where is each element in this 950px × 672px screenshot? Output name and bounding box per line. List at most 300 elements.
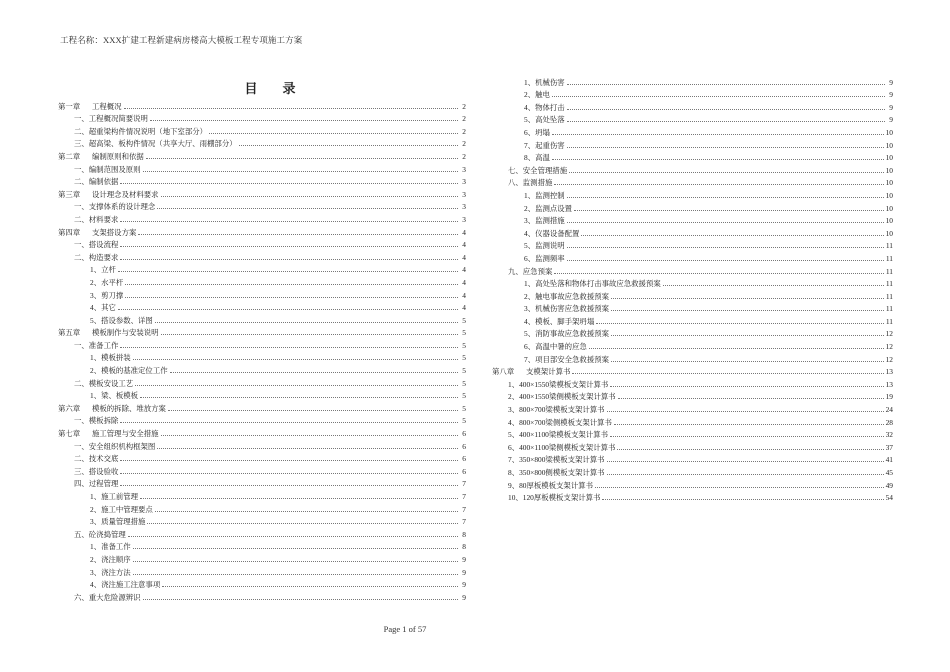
toc-entry-title (524, 90, 550, 99)
toc-page-number: 10 (885, 190, 893, 200)
toc-entry-text: 五、砼浇捣管理 (74, 529, 126, 539)
toc-chapter-number: 第八章 (492, 367, 515, 377)
toc-entry[interactable] (492, 351, 893, 364)
toc-entry[interactable] (58, 476, 466, 489)
toc-leader-dots (125, 284, 458, 285)
toc-entry[interactable] (58, 501, 466, 514)
toc-entry[interactable] (492, 439, 893, 452)
toc-entry[interactable] (58, 413, 466, 426)
toc-leader-dots (150, 120, 458, 121)
toc-entry-text: 4、物体打击 (524, 102, 565, 112)
toc-title: 目 录 (244, 81, 302, 96)
toc-entry[interactable] (58, 262, 466, 275)
toc-entry-title (524, 355, 609, 364)
toc-entry-text: 9、80厚板模板支架计算书 (508, 480, 593, 490)
toc-entry-text: 三、超高梁、板构件情况（共享大厅、雨棚部分） (74, 139, 237, 149)
toc-right-column (492, 74, 893, 502)
toc-leader-dots (595, 487, 884, 488)
toc-entry-title (74, 454, 118, 463)
toc-entry-title (58, 102, 122, 111)
toc-leader-dots (581, 235, 883, 236)
toc-entry[interactable] (58, 249, 466, 262)
toc-leader-dots (140, 498, 458, 499)
toc-entry-text: 3、监测措施 (524, 216, 565, 226)
toc-entry-text: 二、材料要求 (74, 214, 119, 224)
toc-entry[interactable] (58, 350, 466, 363)
toc-entry[interactable] (58, 312, 466, 325)
toc-leader-dots (133, 574, 458, 575)
toc-leader-dots (611, 298, 884, 299)
toc-page-number: 3 (462, 177, 466, 187)
toc-entry[interactable] (492, 376, 893, 389)
toc-leader-dots (120, 460, 458, 461)
toc-leader-dots (155, 322, 458, 323)
toc-entry[interactable] (492, 187, 893, 200)
toc-entry[interactable] (492, 490, 893, 503)
toc-entry[interactable] (58, 438, 466, 451)
toc-entry-text: 1、模板拼装 (90, 353, 131, 363)
toc-entry[interactable] (492, 276, 893, 289)
toc-entry[interactable] (58, 287, 466, 300)
toc-entry-title (58, 429, 159, 438)
toc-entry[interactable] (58, 98, 466, 111)
toc-page-number: 3 (462, 202, 466, 212)
toc-page-number: 9 (889, 90, 893, 100)
toc-entry-text: 8、350×800侧模板支架计算书 (508, 468, 605, 477)
toc-page-number: 11 (885, 304, 893, 314)
toc-entry-title (74, 139, 237, 148)
toc-entry-title (90, 555, 131, 564)
toc-page-number: 10 (885, 140, 893, 150)
toc-entry[interactable] (492, 301, 893, 314)
toc-entry-text: 一、安全组织机构框架图 (74, 441, 156, 451)
toc-entry[interactable] (492, 112, 893, 125)
toc-entry[interactable] (58, 589, 466, 602)
toc-leader-dots (125, 297, 458, 298)
toc-entry-title (508, 166, 567, 175)
toc-page-number: 6 (462, 429, 466, 439)
toc-entry[interactable] (492, 401, 893, 414)
toc-page-number: 10 (885, 203, 893, 213)
toc-entry[interactable] (58, 123, 466, 136)
toc-entry-text: 5、搭设参数、详图 (90, 315, 153, 325)
toc-entry-title (524, 103, 565, 112)
toc-entry-text: 1、立杆 (90, 265, 116, 275)
toc-entry[interactable] (58, 199, 466, 212)
toc-entry-text: 一、支撑体系的设计理念 (74, 202, 156, 212)
toc-page-number: 2 (462, 151, 466, 161)
toc-entry[interactable] (58, 211, 466, 224)
toc-entry[interactable] (58, 388, 466, 401)
toc-chapter-number: 第一章 (58, 101, 81, 111)
toc-leader-dots (133, 359, 458, 360)
toc-entry-title (90, 291, 123, 300)
toc-entry[interactable] (492, 326, 893, 339)
toc-entry-text: 8、高温 (524, 153, 550, 163)
toc-entry-title (74, 416, 118, 425)
toc-leader-dots (614, 424, 884, 425)
toc-entry-text: 4、800×700梁侧模板支架计算书 (508, 417, 612, 427)
toc-page-number: 54 (885, 493, 893, 503)
toc-entry[interactable] (58, 400, 466, 413)
toc-leader-dots (611, 310, 884, 311)
toc-entry[interactable] (58, 274, 466, 287)
toc-entry-title (524, 292, 609, 301)
toc-leader-dots (135, 385, 458, 386)
toc-entry-text: 一、搭设流程 (74, 240, 119, 250)
toc-entry[interactable] (492, 313, 893, 326)
toc-leader-dots (567, 197, 884, 198)
toc-entry[interactable] (58, 325, 466, 338)
toc-entry-title (74, 341, 118, 350)
toc-entry-text: 6、400×1100梁侧模板支架计算书 (508, 442, 616, 452)
toc-entry-text: 一、编制范围及原则 (74, 164, 141, 174)
toc-entry-title (524, 241, 565, 250)
toc-entry[interactable] (58, 337, 466, 350)
toc-page-number: 37 (885, 442, 893, 452)
toc-entry-text: 模板制作与安装说明 (92, 328, 159, 338)
toc-page-number: 12 (885, 354, 893, 364)
toc-page-number: 9 (889, 102, 893, 112)
toc-entry[interactable] (492, 162, 893, 175)
toc-entry-text: 7、项目部安全急救援预案 (524, 354, 609, 364)
toc-entry-text: 八、监测措施 (508, 178, 553, 188)
toc-page-number: 11 (885, 291, 893, 301)
toc-entry-title (90, 265, 116, 274)
toc-entry-title (90, 353, 131, 362)
toc-entry[interactable] (492, 389, 893, 402)
toc-entry-text: 1、监测控制 (524, 190, 565, 200)
toc-page-number: 11 (885, 241, 893, 251)
toc-page-number: 4 (462, 227, 466, 237)
toc-leader-dots (140, 397, 458, 398)
toc-leader-dots (133, 561, 458, 562)
toc-page-number: 10 (885, 153, 893, 163)
toc-leader-dots (574, 210, 884, 211)
toc-leader-dots (567, 121, 885, 122)
toc-page-number: 28 (885, 417, 893, 427)
toc-entry-title (74, 467, 118, 476)
toc-entry-text: 3、质量管理措施 (90, 517, 146, 527)
toc-entry-title (90, 517, 145, 526)
toc-entry[interactable] (58, 425, 466, 438)
toc-entry-title (524, 115, 565, 124)
toc-leader-dots (146, 158, 458, 159)
toc-entry-title (508, 493, 600, 502)
toc-entry-title (58, 328, 159, 337)
toc-entry-title (90, 278, 123, 287)
toc-leader-dots (120, 246, 458, 247)
toc-entry-text: 2、触电事故应急救援预案 (524, 291, 609, 301)
toc-entry[interactable] (492, 200, 893, 213)
toc-entry[interactable] (58, 514, 466, 527)
toc-entry[interactable] (492, 464, 893, 477)
toc-entry[interactable] (492, 452, 893, 465)
toc-page-number: 3 (462, 189, 466, 199)
toc-leader-dots (567, 109, 885, 110)
toc-leader-dots (161, 334, 458, 335)
toc-entry-text: 1、梁、板模板 (90, 391, 139, 401)
toc-chapter-number: 第七章 (58, 429, 81, 439)
toc-entry-title (58, 190, 159, 199)
toc-leader-dots (120, 221, 458, 222)
toc-entry-title (508, 443, 615, 452)
toc-entry[interactable] (492, 338, 893, 351)
toc-entry[interactable] (58, 564, 466, 577)
toc-entry-title (58, 404, 166, 413)
toc-page-number: 5 (462, 340, 466, 350)
toc-entry-title (508, 267, 552, 276)
toc-leader-dots (124, 108, 458, 109)
toc-page-number: 6 (462, 454, 466, 464)
toc-page-number: 12 (885, 342, 893, 352)
toc-entry[interactable] (492, 175, 893, 188)
toc-page-number: 5 (462, 403, 466, 413)
toc-entry-title (74, 530, 126, 539)
toc-entry-title (90, 580, 160, 589)
toc-page-number: 24 (885, 405, 893, 415)
toc-leader-dots (596, 323, 884, 324)
toc-leader-dots (572, 373, 883, 374)
toc-leader-dots (567, 84, 885, 85)
toc-entry[interactable] (58, 577, 466, 590)
toc-entry-text: 四、过程管理 (74, 479, 119, 489)
toc-page-number: 41 (885, 455, 893, 465)
toc-entry-title (508, 178, 552, 187)
toc-entry[interactable] (492, 477, 893, 490)
toc-leader-dots (138, 234, 458, 235)
toc-entry-text: 1、机械伤害 (524, 77, 565, 87)
toc-leader-dots (147, 523, 458, 524)
toc-entry-text: 1、400×1550梁模板支架计算书 (508, 379, 609, 389)
page-number: Page 1 of 57 (383, 624, 427, 634)
toc-entry-title (524, 329, 609, 338)
toc-entry-text: 5、消防事故应急救援预案 (524, 329, 609, 339)
toc-leader-dots (552, 96, 885, 97)
toc-entry[interactable] (492, 263, 893, 276)
toc-entry[interactable] (58, 237, 466, 250)
toc-entry-title (524, 304, 609, 313)
toc-entry-title (508, 418, 612, 427)
toc-entry-text: 九、应急预案 (508, 266, 553, 276)
toc-leader-dots (120, 485, 458, 486)
toc-leader-dots (120, 422, 458, 423)
toc-leader-dots (611, 335, 884, 336)
toc-entry-text: 4、浇注施工注意事项 (90, 580, 161, 590)
toc-page-number: 10 (885, 228, 893, 238)
toc-entry-text: 二、技术交底 (74, 454, 119, 464)
toc-entry[interactable] (58, 539, 466, 552)
toc-entry-title (524, 153, 550, 162)
toc-entry[interactable] (492, 124, 893, 137)
toc-entry-title (74, 240, 118, 249)
toc-page-number: 19 (885, 392, 893, 402)
toc-entry[interactable] (58, 526, 466, 539)
toc-page-number: 3 (462, 164, 466, 174)
toc-entry-title (524, 128, 550, 137)
toc-leader-dots (607, 461, 884, 462)
toc-page-number: 4 (462, 252, 466, 262)
toc-leader-dots (120, 183, 458, 184)
toc-entry[interactable] (492, 150, 893, 163)
toc-page-number: 3 (462, 214, 466, 224)
toc-leader-dots (552, 134, 884, 135)
toc-entry[interactable] (492, 427, 893, 440)
toc-page-number: 13 (885, 379, 893, 389)
toc-page-number: 49 (885, 480, 893, 490)
toc-page-number: 9 (462, 592, 466, 602)
toc-entry[interactable] (58, 488, 466, 501)
toc-entry[interactable] (58, 148, 466, 161)
toc-entry-title (524, 342, 587, 351)
toc-page-number: 45 (885, 468, 893, 477)
toc-leader-dots (610, 436, 884, 437)
toc-entry[interactable] (58, 161, 466, 174)
toc-entry-text: 5、400×1100梁模板支架计算书 (508, 430, 608, 440)
toc-page-number: 32 (885, 430, 893, 440)
toc-leader-dots (128, 536, 458, 537)
toc-page-number: 10 (885, 178, 893, 188)
toc-entry[interactable] (492, 87, 893, 100)
toc-entry[interactable] (58, 451, 466, 464)
toc-entry-text: 3、剪刀撑 (90, 290, 124, 300)
toc-entry[interactable] (58, 463, 466, 476)
toc-entry[interactable] (492, 364, 893, 377)
toc-entry-title (508, 481, 593, 490)
toc-leader-dots (607, 474, 884, 475)
toc-chapter-number: 第五章 (58, 328, 81, 338)
toc-leader-dots (589, 348, 884, 349)
toc-leader-dots (567, 147, 884, 148)
toc-entry[interactable] (58, 300, 466, 313)
toc-page-number: 8 (462, 529, 466, 539)
toc-entry[interactable] (492, 225, 893, 238)
toc-entry-title (74, 379, 133, 388)
toc-entry-title (524, 204, 572, 213)
toc-leader-dots (143, 171, 458, 172)
toc-page-number: 9 (462, 567, 466, 577)
toc-entry-text: 模板的拆除、堆放方案 (92, 403, 166, 413)
toc-leader-dots (143, 599, 458, 600)
toc-entry-text: 2、400×1550梁侧模板支架计算书 (508, 392, 616, 402)
toc-leader-dots (567, 222, 884, 223)
toc-entry[interactable] (492, 250, 893, 263)
toc-entry[interactable] (492, 213, 893, 226)
toc-entry-text: 2、监测点设置 (524, 203, 573, 213)
toc-entry[interactable] (492, 414, 893, 427)
toc-leader-dots (155, 511, 458, 512)
toc-entry-text: 6、监测频率 (524, 253, 565, 263)
toc-entry-text: 编制原则和依据 (92, 151, 144, 161)
toc-entry-text: 二、模板安设工艺 (74, 378, 134, 388)
toc-leader-dots (157, 208, 458, 209)
toc-entry-title (90, 316, 153, 325)
toc-page-number: 7 (462, 517, 466, 527)
toc-page-number: 2 (462, 114, 466, 124)
toc-page-number: 5 (462, 391, 466, 401)
toc-entry[interactable] (492, 99, 893, 112)
toc-entry[interactable] (58, 186, 466, 199)
toc-entry-title (508, 468, 605, 477)
toc-entry-title (90, 366, 168, 375)
toc-leader-dots (611, 361, 884, 362)
toc-leader-dots (602, 499, 883, 500)
toc-leader-dots (618, 398, 884, 399)
toc-entry-title (492, 367, 570, 376)
toc-page-number: 2 (462, 139, 466, 149)
toc-entry[interactable] (492, 238, 893, 251)
toc-entry-text: 2、水平杆 (90, 277, 124, 287)
toc-entry-title (58, 152, 144, 161)
toc-page-number: 2 (462, 101, 466, 111)
toc-page-number: 5 (462, 353, 466, 363)
toc-leader-dots (133, 548, 458, 549)
toc-page-number: 9 (462, 554, 466, 564)
toc-leader-dots (663, 285, 884, 286)
toc-leader-dots (567, 260, 884, 261)
toc-entry[interactable] (58, 362, 466, 375)
toc-entry-text: 一、模板拆除 (74, 416, 119, 426)
toc-page-number: 6 (462, 466, 466, 476)
toc-entry-title (74, 253, 118, 262)
toc-page-number: 5 (462, 315, 466, 325)
toc-leader-dots (567, 247, 884, 248)
toc-entry[interactable] (58, 111, 466, 124)
toc-entry-title (524, 254, 565, 263)
toc-entry-title (74, 593, 141, 602)
toc-entry-title (90, 391, 138, 400)
toc-entry-text: 支架搭设方案 (92, 227, 137, 237)
toc-entry-text: 3、浇注方法 (90, 567, 131, 577)
toc-page-number: 11 (885, 266, 893, 276)
toc-leader-dots (610, 386, 883, 387)
toc-entry[interactable] (492, 288, 893, 301)
toc-page-number: 7 (462, 504, 466, 514)
toc-leader-dots (120, 473, 458, 474)
toc-page-number: 9 (462, 580, 466, 590)
toc-entry-text: 1、高处坠落和物体打击事故应急救援预案 (524, 279, 661, 289)
toc-leader-dots (118, 309, 458, 310)
toc-entry-text: 2、浇注顺序 (90, 554, 131, 564)
toc-entry[interactable] (492, 74, 893, 87)
toc-entry[interactable] (58, 375, 466, 388)
toc-entry-text: 工程概况 (92, 101, 122, 111)
toc-page-number: 8 (462, 542, 466, 552)
toc-entry-text: 支模架计算书 (526, 367, 571, 377)
toc-page-number: 9 (889, 115, 893, 125)
toc-entry[interactable] (58, 224, 466, 237)
toc-page-number: 4 (462, 265, 466, 275)
toc-page-number: 12 (885, 329, 893, 339)
toc-entry[interactable] (58, 136, 466, 149)
toc-leader-dots (170, 372, 458, 373)
toc-leader-dots (120, 347, 458, 348)
toc-entry-text: 设计理念及材料要求 (92, 189, 159, 199)
toc-page-number: 2 (462, 126, 466, 136)
toc-leader-dots (162, 586, 458, 587)
toc-entry-title (90, 568, 131, 577)
toc-entry-text: 一、准备工作 (74, 340, 119, 350)
toc-page-number: 11 (885, 253, 893, 263)
toc-entry-text: 2、触电 (524, 90, 550, 100)
toc-entry-title (74, 202, 155, 211)
toc-entry[interactable] (58, 174, 466, 187)
toc-entry[interactable] (492, 137, 893, 150)
toc-entry-text: 10、120厚板模板支架计算书 (508, 493, 601, 503)
toc-entry-title (90, 492, 138, 501)
toc-entry[interactable] (58, 551, 466, 564)
toc-entry-text: 二、编制依据 (74, 177, 119, 187)
